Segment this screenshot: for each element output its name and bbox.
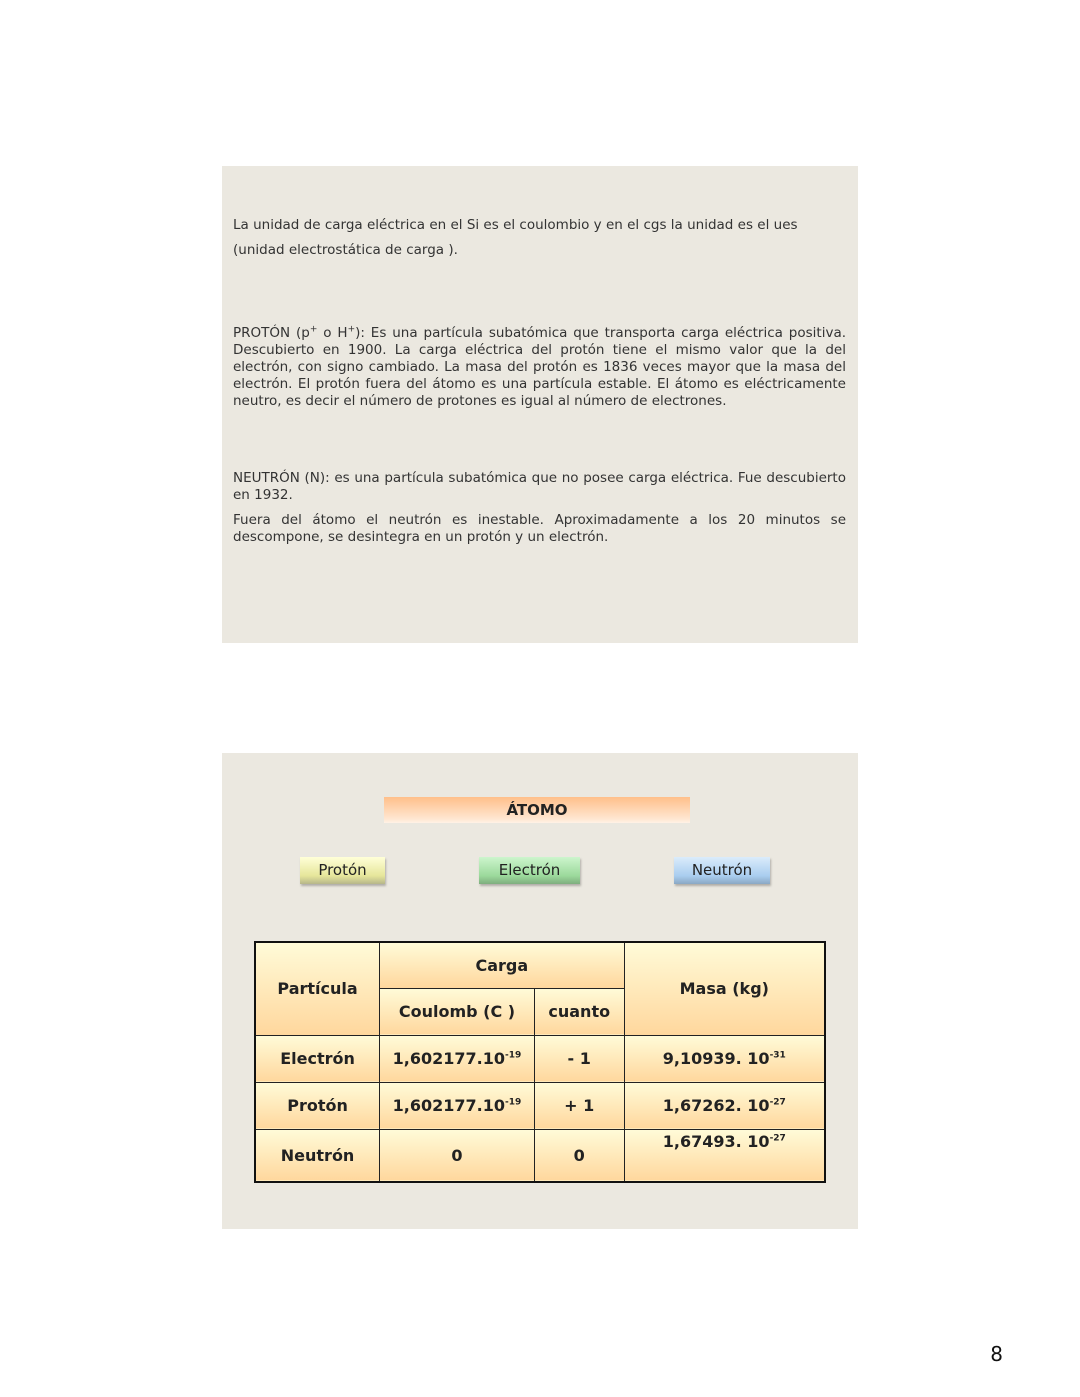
coulomb-cell [380, 1129, 535, 1182]
neutron-paragraph-2: Fuera del átomo el neutrón es inestable. Aproximadamente a los 20 minutos se descompone, se desintegra en un protón y un electrón. [233, 512, 846, 545]
proton-mid: o H [317, 325, 348, 341]
proton-lead: PROTÓN (p [233, 325, 310, 341]
proton-box: Protón [300, 857, 385, 884]
mass-cell [624, 1082, 825, 1129]
mass-base: 1,67262. 10 [662, 1096, 770, 1115]
header-particle: Partícula [255, 942, 380, 1035]
proton-paragraph [233, 325, 846, 410]
mass-exp: -31 [769, 1050, 786, 1061]
table-row [255, 1129, 825, 1182]
header-mass: Masa (kg) [624, 942, 825, 1035]
header-charge: Carga [380, 942, 625, 988]
particle-cell: Neutrón [255, 1129, 380, 1182]
coulomb-base: 1,602177.10 [392, 1096, 506, 1115]
coulomb-base: 1,602177.10 [392, 1049, 506, 1068]
proton-sup-1: + [309, 324, 318, 335]
atom-title-box: ÁTOMO [384, 797, 690, 823]
quantum-cell: + 1 [534, 1082, 624, 1129]
coulomb-exp: -19 [505, 1097, 522, 1108]
slide-text [222, 166, 858, 643]
intro-paragraph: La unidad de carga eléctrica en el Si es el coulombio y en el cgs la unidad es el ues (unidad electrostática de carga ). [233, 217, 798, 258]
table-row [255, 1035, 825, 1082]
slide-atom-table [222, 753, 858, 1229]
mass-cell [624, 1129, 825, 1182]
mass-exp: -27 [769, 1097, 786, 1108]
particle-cell: Protón [255, 1082, 380, 1129]
particle-cell: Electrón [255, 1035, 380, 1082]
particle-table [254, 941, 826, 1183]
coulomb-cell [380, 1082, 535, 1129]
mass-cell [624, 1035, 825, 1082]
mass-base: 1,67493. 10 [662, 1131, 770, 1151]
page-number: 8 [990, 1342, 1003, 1366]
coulomb-base: 0 [451, 1145, 463, 1165]
quantum-cell: - 1 [534, 1035, 624, 1082]
coulomb-cell [380, 1035, 535, 1082]
neutron-paragraph-1: NEUTRÓN (N): es una partícula subatómica que no posee carga eléctrica. Fue descubierto en 1932. [233, 470, 846, 503]
neutron-box: Neutrón [674, 857, 770, 884]
proton-body: ): Es una partícula subatómica que transporta carga eléctrica positiva. Descubierto en 1900. La carga eléctrica del protón tiene el mismo valor que la del electrón, con signo cambiado. La masa del protón es 1836 veces mayor que la masa del electrón. El protón fuera del átomo es una partícula estable. El átomo es eléctricamente neutro, es decir el número de protones es igual al número de electrones. [233, 325, 847, 409]
mass-base: 9,10939. 10 [662, 1049, 770, 1068]
header-quantum: cuanto [534, 988, 624, 1035]
coulomb-exp: -19 [505, 1050, 522, 1061]
table-row [255, 1082, 825, 1129]
electron-box: Electrón [479, 857, 580, 884]
proton-sup-2: + [347, 324, 356, 335]
quantum-cell: 0 [534, 1129, 624, 1182]
header-coulomb: Coulomb (C ) [380, 988, 535, 1035]
mass-exp: -27 [769, 1133, 786, 1144]
